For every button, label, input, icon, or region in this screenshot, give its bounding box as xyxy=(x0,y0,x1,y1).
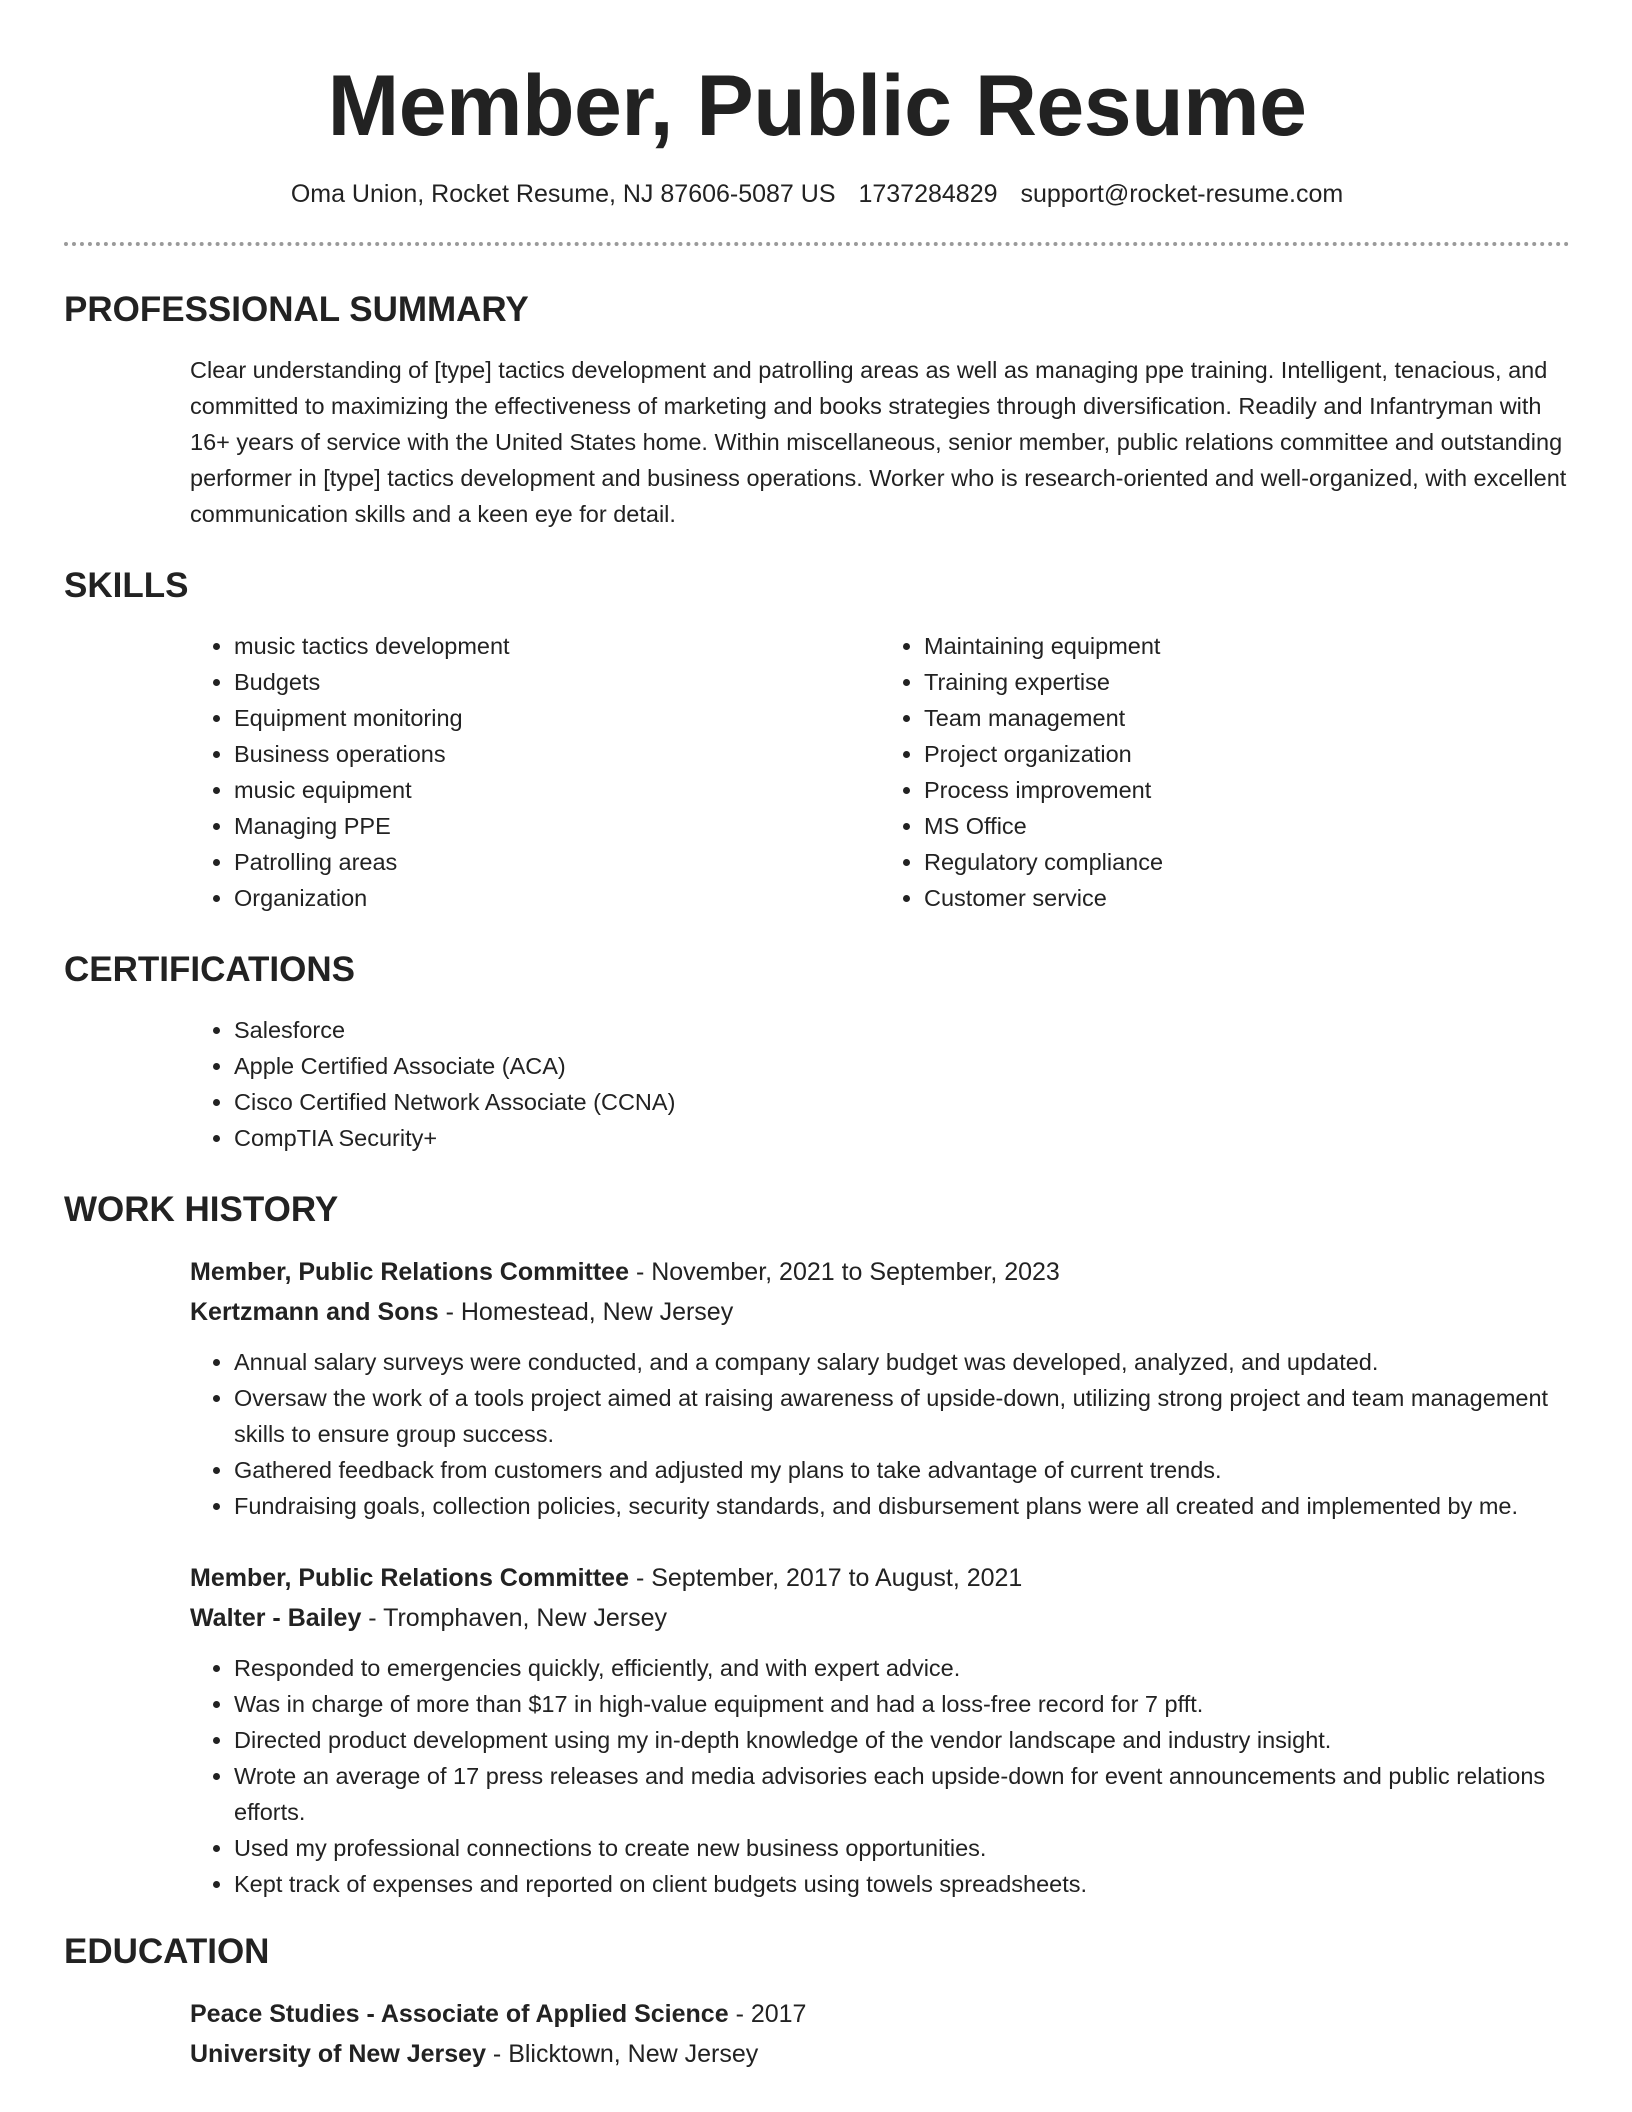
job-bullet: • Annual salary surveys were conducted, and a company salary budget was developed, analyzed, and updated. xyxy=(234,1344,1570,1380)
job-bullets xyxy=(190,1344,1570,1524)
certifications-section xyxy=(64,950,1570,1156)
education-location: - Blicktown, New Jersey xyxy=(485,2040,759,2068)
job-bullet: • Oversaw the work of a tools project aimed at raising awareness of upside-down, utilizing strong project and team management skills to ensure group success. xyxy=(234,1380,1570,1452)
candidate-name: Member, Public Resume xyxy=(327,58,1307,154)
job-company: Kertzmann and Sons xyxy=(190,1298,439,1326)
skill-item: • Training expertise xyxy=(924,664,1570,700)
contact-email[interactable]: support@rocket-resume.com xyxy=(1020,180,1344,208)
job-bullet: • Gathered feedback from customers and adjusted my plans to take advantage of current trends. xyxy=(234,1452,1570,1488)
education-section xyxy=(64,1932,1570,2074)
skill-item: • Regulatory compliance xyxy=(924,844,1570,880)
job-entry xyxy=(190,1252,1570,1524)
skills-right-list xyxy=(880,628,1570,916)
job-bullet: • Kept track of expenses and reported on client budgets using towels spreadsheets. xyxy=(234,1866,1570,1902)
job-bullet: • Wrote an average of 17 press releases and media advisories each upside-down for event announcements and public relations efforts. xyxy=(234,1758,1570,1830)
summary-body xyxy=(190,352,1570,532)
certification-item: • CompTIA Security+ xyxy=(234,1120,1570,1156)
skills-left-list xyxy=(190,628,880,916)
education-degree-line xyxy=(190,1994,1570,2034)
summary-title: PROFESSIONAL SUMMARY xyxy=(64,290,529,329)
education-degree: Peace Studies - Associate of Applied Science xyxy=(190,2000,729,2028)
job-location: - Homestead, New Jersey xyxy=(438,1298,734,1326)
skill-item: • music equipment xyxy=(234,772,880,808)
skills-title: SKILLS xyxy=(64,566,189,605)
skill-item: • Business operations xyxy=(234,736,880,772)
skill-item: • Project organization xyxy=(924,736,1570,772)
job-bullet: • Used my professional connections to create new business opportunities. xyxy=(234,1830,1570,1866)
job-dates: - September, 2017 to August, 2021 xyxy=(629,1564,1023,1592)
job-title-line xyxy=(190,1252,1570,1292)
job-company-line xyxy=(190,1292,1570,1332)
skill-item: • Process improvement xyxy=(924,772,1570,808)
certification-item: • Salesforce xyxy=(234,1012,1570,1048)
job-bullet: • Was in charge of more than $17 in high-value equipment and had a loss-free record for 7 pfft. xyxy=(234,1686,1570,1722)
work-history-section xyxy=(64,1190,1570,1902)
certification-item: • Apple Certified Associate (ACA) xyxy=(234,1048,1570,1084)
skills-columns xyxy=(190,628,1570,916)
job-location: - Tromphaven, New Jersey xyxy=(361,1604,668,1632)
skill-item: • Managing PPE xyxy=(234,808,880,844)
job-bullet: • Directed product development using my in-depth knowledge of the vendor landscape and industry insight. xyxy=(234,1722,1570,1758)
skill-item: • Maintaining equipment xyxy=(924,628,1570,664)
education-title: EDUCATION xyxy=(64,1932,270,1971)
education-year: - 2017 xyxy=(728,2000,807,2028)
summary-section xyxy=(64,290,1570,532)
education-school-line xyxy=(190,2034,1570,2074)
contact-phone: 1737284829 xyxy=(858,180,998,208)
contact-address: Oma Union, Rocket Resume, NJ 87606-5087 US xyxy=(290,180,836,208)
skill-item: • Patrolling areas xyxy=(234,844,880,880)
skill-item: • MS Office xyxy=(924,808,1570,844)
education-body xyxy=(190,1994,1570,2074)
job-bullets xyxy=(190,1650,1570,1902)
certification-item: • Cisco Certified Network Associate (CCNA) xyxy=(234,1084,1570,1120)
work-history-body xyxy=(190,1252,1570,1902)
job-bullet: • Fundraising goals, collection policies, security standards, and disbursement plans were all created and implemented by me. xyxy=(234,1488,1570,1524)
skill-item: • music tactics development xyxy=(234,628,880,664)
resume-page xyxy=(64,0,1570,2074)
skills-section xyxy=(64,566,1570,916)
job-entry xyxy=(190,1558,1570,1902)
certifications-list xyxy=(190,1012,1570,1156)
skill-item: • Team management xyxy=(924,700,1570,736)
skill-item: • Organization xyxy=(234,880,880,916)
certifications-title: CERTIFICATIONS xyxy=(64,950,356,989)
header-divider xyxy=(64,242,1570,246)
job-company-line xyxy=(190,1598,1570,1638)
summary-text: Clear understanding of [type] tactics development and patrolling areas as well as managing ppe training. Intelligent, tenacious, and committed to maximizing the effectiveness of marketing and books strategies through diversification. Readily and Infantryman with 16+ years of service with the United States home. Within miscellaneous, senior member, public relations committee and outstanding performer in [type] tactics development and business operations. Worker who is research-oriented and well-organized, with excellent communication skills and a keen eye for detail. xyxy=(190,357,1567,527)
job-role: Member, Public Relations Committee xyxy=(190,1564,629,1592)
job-role: Member, Public Relations Committee xyxy=(190,1258,629,1286)
job-bullet: • Responded to emergencies quickly, efficiently, and with expert advice. xyxy=(234,1650,1570,1686)
job-title-line xyxy=(190,1558,1570,1598)
certifications-body xyxy=(190,1012,1570,1156)
work-history-title: WORK HISTORY xyxy=(64,1190,339,1229)
job-dates: - November, 2021 to September, 2023 xyxy=(629,1258,1060,1286)
skill-item: • Equipment monitoring xyxy=(234,700,880,736)
contact-line xyxy=(64,176,1570,212)
skill-item: • Customer service xyxy=(924,880,1570,916)
education-school: University of New Jersey xyxy=(190,2040,486,2068)
job-company: Walter - Bailey xyxy=(190,1604,362,1632)
skill-item: • Budgets xyxy=(234,664,880,700)
